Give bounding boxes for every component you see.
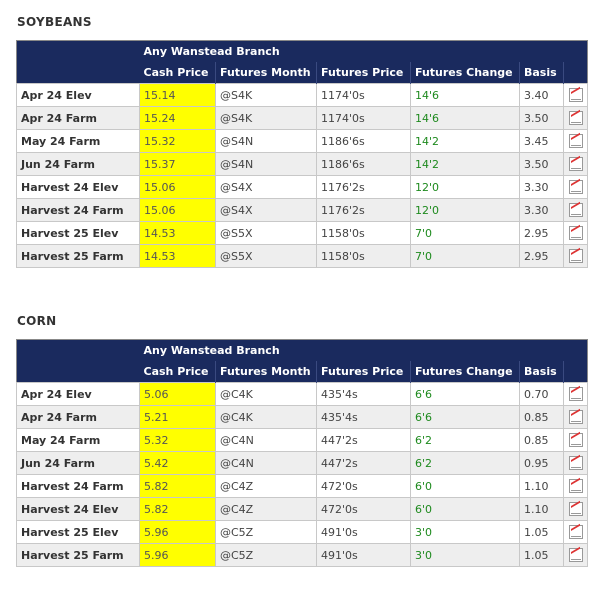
cash-price-cell: 5.96 bbox=[140, 544, 216, 567]
futures-price-cell: 1176'2s bbox=[317, 176, 411, 199]
futures-change-cell: 14'6 bbox=[411, 107, 520, 130]
chart-cell[interactable] bbox=[564, 475, 588, 498]
chart-icon[interactable] bbox=[569, 410, 583, 424]
cash-price-header: Cash Price bbox=[140, 361, 216, 383]
basis-cell: 1.05 bbox=[520, 521, 564, 544]
futures-change-cell: 12'0 bbox=[411, 176, 520, 199]
cash-price-cell: 5.82 bbox=[140, 475, 216, 498]
chart-icon[interactable] bbox=[569, 479, 583, 493]
basis-cell: 0.85 bbox=[520, 429, 564, 452]
futures-month-cell: @S5X bbox=[216, 245, 317, 268]
location-cell: Harvest 24 Farm bbox=[17, 475, 140, 498]
basis-header: Basis bbox=[520, 62, 564, 84]
cash-price-cell: 15.14 bbox=[140, 84, 216, 107]
chart-icon[interactable] bbox=[569, 456, 583, 470]
futures-month-cell: @C5Z bbox=[216, 521, 317, 544]
futures-price-cell: 1174'0s bbox=[317, 84, 411, 107]
basis-header: Basis bbox=[520, 361, 564, 383]
futures-change-cell: 7'0 bbox=[411, 245, 520, 268]
futures-month-cell: @C4Z bbox=[216, 475, 317, 498]
basis-cell: 0.70 bbox=[520, 383, 564, 406]
table-row bbox=[17, 452, 588, 475]
cash-price-cell: 5.32 bbox=[140, 429, 216, 452]
location-cell: Jun 24 Farm bbox=[17, 153, 140, 176]
header-corner-blank bbox=[17, 41, 140, 63]
location-cell: May 24 Farm bbox=[17, 429, 140, 452]
cash-price-cell: 5.06 bbox=[140, 383, 216, 406]
basis-cell: 2.95 bbox=[520, 222, 564, 245]
chart-cell[interactable] bbox=[564, 383, 588, 406]
futures-change-cell: 12'0 bbox=[411, 199, 520, 222]
basis-cell: 3.50 bbox=[520, 153, 564, 176]
futures-change-cell: 6'0 bbox=[411, 475, 520, 498]
basis-cell: 1.10 bbox=[520, 475, 564, 498]
table-row bbox=[17, 245, 588, 268]
table-row bbox=[17, 475, 588, 498]
chart-cell[interactable] bbox=[564, 176, 588, 199]
futures-change-cell: 6'6 bbox=[411, 406, 520, 429]
chart-cell[interactable] bbox=[564, 222, 588, 245]
futures-month-cell: @S4N bbox=[216, 153, 317, 176]
chart-column-header bbox=[564, 361, 588, 383]
corn-table bbox=[16, 339, 588, 567]
chart-cell[interactable] bbox=[564, 544, 588, 567]
cash-price-cell: 5.42 bbox=[140, 452, 216, 475]
futures-price-cell: 472'0s bbox=[317, 475, 411, 498]
futures-month-cell: @S4N bbox=[216, 130, 317, 153]
chart-cell[interactable] bbox=[564, 452, 588, 475]
chart-icon[interactable] bbox=[569, 180, 583, 194]
futures-change-cell: 6'2 bbox=[411, 429, 520, 452]
futures-price-cell: 1186'6s bbox=[317, 130, 411, 153]
table-row bbox=[17, 84, 588, 107]
corn-section-title: CORN bbox=[17, 314, 57, 328]
futures-price-cell: 1158'0s bbox=[317, 245, 411, 268]
cash-price-cell: 15.32 bbox=[140, 130, 216, 153]
basis-cell: 2.95 bbox=[520, 245, 564, 268]
chart-cell[interactable] bbox=[564, 153, 588, 176]
chart-icon[interactable] bbox=[569, 157, 583, 171]
futures-change-cell: 14'2 bbox=[411, 153, 520, 176]
futures-month-cell: @S4X bbox=[216, 176, 317, 199]
table-row bbox=[17, 107, 588, 130]
branch-name-header: Any Wanstead Branch bbox=[140, 41, 588, 63]
chart-icon[interactable] bbox=[569, 226, 583, 240]
futures-month-cell: @S4K bbox=[216, 107, 317, 130]
chart-cell[interactable] bbox=[564, 429, 588, 452]
futures-month-cell: @C5Z bbox=[216, 544, 317, 567]
chart-cell[interactable] bbox=[564, 130, 588, 153]
futures-month-cell: @C4Z bbox=[216, 498, 317, 521]
futures-price-cell: 1176'2s bbox=[317, 199, 411, 222]
table-row bbox=[17, 222, 588, 245]
location-cell: Jun 24 Farm bbox=[17, 452, 140, 475]
futures-price-cell: 491'0s bbox=[317, 521, 411, 544]
location-cell: Apr 24 Elev bbox=[17, 383, 140, 406]
futures-price-header: Futures Price bbox=[317, 62, 411, 84]
location-cell: Apr 24 Farm bbox=[17, 406, 140, 429]
futures-change-cell: 14'2 bbox=[411, 130, 520, 153]
soybeans-table bbox=[16, 40, 588, 268]
branch-name-header: Any Wanstead Branch bbox=[140, 340, 588, 362]
chart-cell[interactable] bbox=[564, 498, 588, 521]
futures-month-cell: @S5X bbox=[216, 222, 317, 245]
futures-change-cell: 14'6 bbox=[411, 84, 520, 107]
chart-cell[interactable] bbox=[564, 245, 588, 268]
location-cell: Apr 24 Elev bbox=[17, 84, 140, 107]
location-cell: Harvest 25 Elev bbox=[17, 222, 140, 245]
chart-cell[interactable] bbox=[564, 406, 588, 429]
chart-icon[interactable] bbox=[569, 249, 583, 263]
location-cell: Harvest 25 Elev bbox=[17, 521, 140, 544]
futures-price-cell: 447'2s bbox=[317, 452, 411, 475]
table-row bbox=[17, 199, 588, 222]
futures-month-cell: @C4K bbox=[216, 406, 317, 429]
location-cell: May 24 Farm bbox=[17, 130, 140, 153]
basis-cell: 3.40 bbox=[520, 84, 564, 107]
chart-cell[interactable] bbox=[564, 84, 588, 107]
futures-month-header: Futures Month bbox=[216, 361, 317, 383]
basis-cell: 0.85 bbox=[520, 406, 564, 429]
futures-price-cell: 435'4s bbox=[317, 406, 411, 429]
futures-change-cell: 6'0 bbox=[411, 498, 520, 521]
table-row bbox=[17, 544, 588, 567]
location-column-header bbox=[17, 62, 140, 84]
futures-month-cell: @S4X bbox=[216, 199, 317, 222]
basis-cell: 3.50 bbox=[520, 107, 564, 130]
futures-month-cell: @C4N bbox=[216, 429, 317, 452]
location-cell: Harvest 25 Farm bbox=[17, 245, 140, 268]
table-row bbox=[17, 130, 588, 153]
location-cell: Apr 24 Farm bbox=[17, 107, 140, 130]
cash-price-header: Cash Price bbox=[140, 62, 216, 84]
chart-cell[interactable] bbox=[564, 107, 588, 130]
futures-price-cell: 491'0s bbox=[317, 544, 411, 567]
futures-change-header: Futures Change bbox=[411, 361, 520, 383]
table-row bbox=[17, 498, 588, 521]
chart-cell[interactable] bbox=[564, 199, 588, 222]
chart-cell[interactable] bbox=[564, 521, 588, 544]
cash-price-cell: 14.53 bbox=[140, 245, 216, 268]
basis-cell: 0.95 bbox=[520, 452, 564, 475]
cash-price-cell: 15.06 bbox=[140, 199, 216, 222]
table-row bbox=[17, 383, 588, 406]
location-cell: Harvest 24 Elev bbox=[17, 498, 140, 521]
table-row bbox=[17, 406, 588, 429]
cash-price-cell: 5.96 bbox=[140, 521, 216, 544]
location-cell: Harvest 25 Farm bbox=[17, 544, 140, 567]
futures-price-cell: 1174'0s bbox=[317, 107, 411, 130]
chart-icon[interactable] bbox=[569, 134, 583, 148]
cash-price-cell: 14.53 bbox=[140, 222, 216, 245]
chart-icon[interactable] bbox=[569, 111, 583, 125]
futures-month-header: Futures Month bbox=[216, 62, 317, 84]
futures-month-cell: @C4N bbox=[216, 452, 317, 475]
futures-price-cell: 1186'6s bbox=[317, 153, 411, 176]
chart-icon[interactable] bbox=[569, 387, 583, 401]
futures-change-cell: 6'2 bbox=[411, 452, 520, 475]
futures-price-header: Futures Price bbox=[317, 361, 411, 383]
cash-price-cell: 5.21 bbox=[140, 406, 216, 429]
basis-cell: 1.05 bbox=[520, 544, 564, 567]
table-row bbox=[17, 176, 588, 199]
chart-icon[interactable] bbox=[569, 433, 583, 447]
location-cell: Harvest 24 Elev bbox=[17, 176, 140, 199]
chart-icon[interactable] bbox=[569, 525, 583, 539]
basis-cell: 3.30 bbox=[520, 176, 564, 199]
futures-change-header: Futures Change bbox=[411, 62, 520, 84]
futures-month-cell: @S4K bbox=[216, 84, 317, 107]
chart-column-header bbox=[564, 62, 588, 84]
basis-cell: 1.10 bbox=[520, 498, 564, 521]
chart-icon[interactable] bbox=[569, 548, 583, 562]
futures-month-cell: @C4K bbox=[216, 383, 317, 406]
cash-price-cell: 15.24 bbox=[140, 107, 216, 130]
basis-cell: 3.30 bbox=[520, 199, 564, 222]
futures-price-cell: 435'4s bbox=[317, 383, 411, 406]
table-row bbox=[17, 521, 588, 544]
futures-price-cell: 447'2s bbox=[317, 429, 411, 452]
table-row bbox=[17, 153, 588, 176]
chart-icon[interactable] bbox=[569, 203, 583, 217]
futures-price-cell: 472'0s bbox=[317, 498, 411, 521]
header-corner-blank bbox=[17, 340, 140, 362]
cash-price-cell: 15.06 bbox=[140, 176, 216, 199]
location-column-header bbox=[17, 361, 140, 383]
futures-change-cell: 3'0 bbox=[411, 521, 520, 544]
futures-change-cell: 3'0 bbox=[411, 544, 520, 567]
futures-price-cell: 1158'0s bbox=[317, 222, 411, 245]
location-cell: Harvest 24 Farm bbox=[17, 199, 140, 222]
soybeans-section-title: SOYBEANS bbox=[17, 15, 92, 29]
cash-price-cell: 15.37 bbox=[140, 153, 216, 176]
cash-price-cell: 5.82 bbox=[140, 498, 216, 521]
table-row bbox=[17, 429, 588, 452]
chart-icon[interactable] bbox=[569, 88, 583, 102]
chart-icon[interactable] bbox=[569, 502, 583, 516]
basis-cell: 3.45 bbox=[520, 130, 564, 153]
futures-change-cell: 6'6 bbox=[411, 383, 520, 406]
futures-change-cell: 7'0 bbox=[411, 222, 520, 245]
